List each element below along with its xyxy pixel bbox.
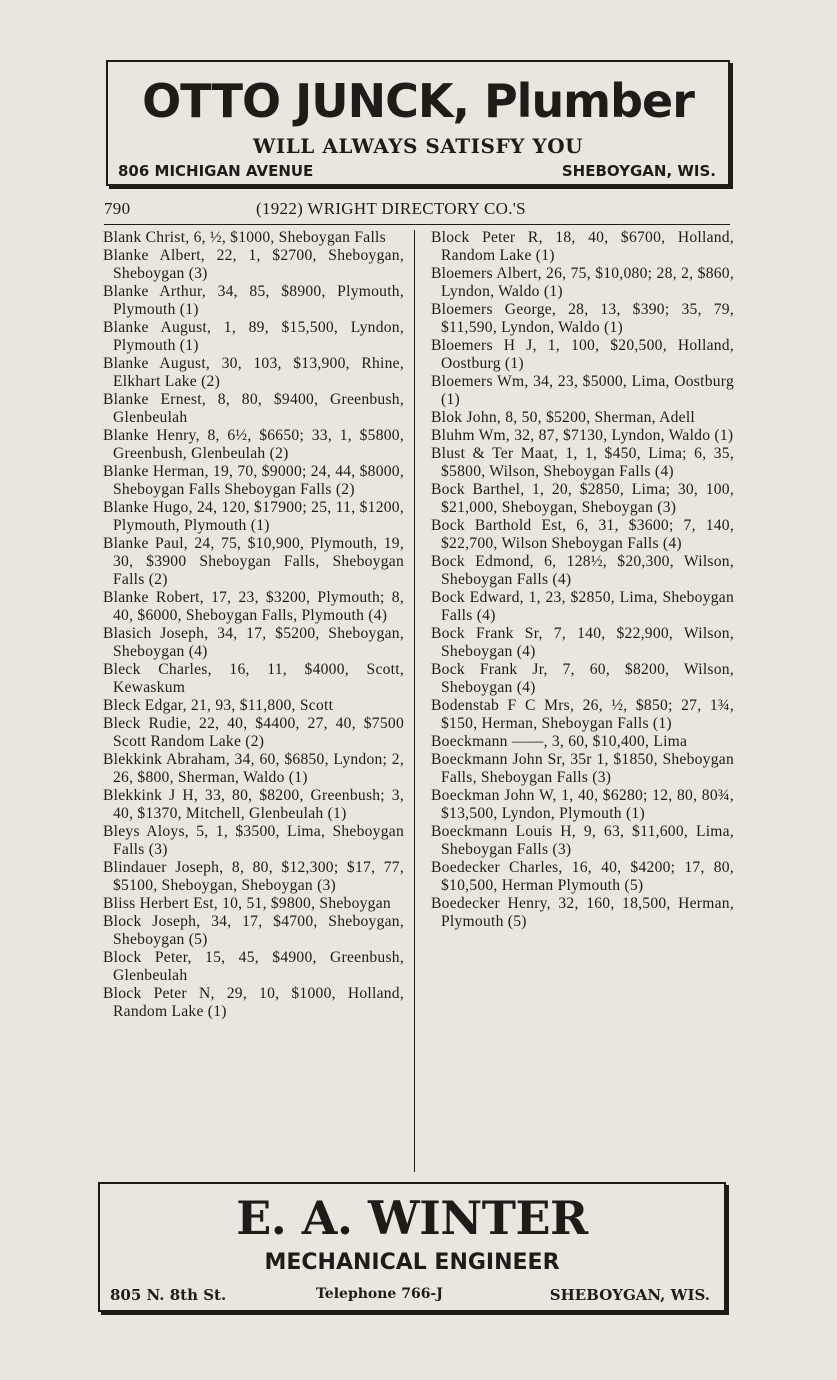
directory-entry: Blank Christ, 6, ½, $1000, Sheboygan Falls xyxy=(103,229,386,246)
directory-entry: Bleck Rudie, 22, 40, $4400, 27, 40, $7500 Scott Random Lake (2) xyxy=(103,715,404,750)
directory-entry: Block Peter N, 29, 10, $1000, Holland, Random Lake (1) xyxy=(103,985,404,1020)
directory-entry: Bock Barthold Est, 6, 31, $3600; 7, 140, $22,700, Wilson Sheboygan Falls (4) xyxy=(431,517,734,552)
directory-entry: Blanke Robert, 17, 23, $3200, Plymouth; 8, 40, $6000, Sheboygan Falls, Plymouth (4) xyxy=(103,589,404,624)
directory-entry: Blanke August, 1, 89, $15,500, Lyndon, Plymouth (1) xyxy=(103,319,404,354)
advertiser-address: 805 N. 8th St. xyxy=(110,1286,227,1304)
directory-entry: Blanke August, 30, 103, $13,900, Rhine, Elkhart Lake (2) xyxy=(103,355,404,390)
directory-entry: Blanke Hugo, 24, 120, $17900; 25, 11, $1200, Plymouth, Plymouth (1) xyxy=(103,499,404,534)
directory-entry: Blanke Albert, 22, 1, $2700, Sheboygan, Sheboygan (3) xyxy=(103,247,404,282)
directory-entry: Bliss Herbert Est, 10, 51, $9800, Sheboygan xyxy=(103,895,391,912)
directory-entry: Blanke Ernest, 8, 80, $9400, Greenbush, Glenbeulah xyxy=(103,391,404,426)
plumber-advertisement xyxy=(106,60,730,186)
directory-entry: Blok John, 8, 50, $5200, Sherman, Adell xyxy=(431,409,696,426)
directory-entry: Blekkink J H, 33, 80, $8200, Greenbush; 3, 40, $1370, Mitchell, Glenbeulah (1) xyxy=(103,787,404,822)
directory-entry: Block Peter R, 18, 40, $6700, Holland, Random Lake (1) xyxy=(431,229,734,264)
advertiser-city: SHEBOYGAN, WIS. xyxy=(549,1286,710,1304)
directory-entry: Blasich Joseph, 34, 17, $5200, Sheboygan, Sheboygan (4) xyxy=(103,625,404,660)
directory-entry: Bloemers Wm, 34, 23, $5000, Lima, Oostburg (1) xyxy=(431,373,734,408)
directory-entry: Bock Edward, 1, 23, $2850, Lima, Sheboygan Falls (4) xyxy=(431,589,734,624)
directory-entry: Bloemers George, 28, 13, $390; 35, 79, $11,590, Lyndon, Waldo (1) xyxy=(431,301,734,336)
directory-entry: Blanke Arthur, 34, 85, $8900, Plymouth, Plymouth (1) xyxy=(103,283,404,318)
page-title: (1922) WRIGHT DIRECTORY CO.'S xyxy=(256,199,526,218)
directory-entry: Boeckmann Louis H, 9, 63, $11,600, Lima, Sheboygan Falls (3) xyxy=(431,823,734,858)
advertiser-address: 806 MICHIGAN AVENUE xyxy=(118,162,314,180)
directory-entry: Boeckmann John Sr, 35r 1, $1850, Sheboygan Falls, Sheboygan Falls (3) xyxy=(431,751,734,786)
directory-entry: Blust & Ter Maat, 1, 1, $450, Lima; 6, 35, $5800, Wilson, Sheboygan Falls (4) xyxy=(431,445,734,480)
advertiser-name: E. A. WINTER xyxy=(236,1191,588,1245)
directory-column-left xyxy=(96,229,404,1021)
directory-entry: Bluhm Wm, 32, 87, $7130, Lyndon, Waldo (1) xyxy=(431,427,734,444)
directory-entry: Blanke Paul, 24, 75, $10,900, Plymouth, 19, 30, $3900 Sheboygan Falls, Sheboygan Falls (2) xyxy=(103,535,404,588)
advertiser-slogan: WILL ALWAYS SATISFY YOU xyxy=(252,134,584,158)
directory-entry: Blekkink Abraham, 34, 60, $6850, Lyndon; 2, 26, $800, Sherman, Waldo (1) xyxy=(103,751,404,786)
directory-entry: Bodenstab F C Mrs, 26, ½, $850; 27, 1¾, $150, Herman, Sheboygan Falls (1) xyxy=(431,697,734,732)
directory-entry: Block Joseph, 34, 17, $4700, Sheboygan, Sheboygan (5) xyxy=(103,913,404,948)
page-number: 790 xyxy=(104,199,131,218)
engineer-advertisement xyxy=(98,1182,726,1312)
column-divider xyxy=(414,230,415,1172)
directory-entry: Bloemers Albert, 26, 75, $10,080; 28, 2, $860, Lyndon, Waldo (1) xyxy=(431,265,734,300)
directory-entry: Blindauer Joseph, 8, 80, $12,300; $17, 77, $5100, Sheboygan, Sheboygan (3) xyxy=(103,859,404,894)
directory-entry: Bock Frank Jr, 7, 60, $8200, Wilson, Sheboygan (4) xyxy=(431,661,734,696)
directory-entry: Blanke Herman, 19, 70, $9000; 24, 44, $8000, Sheboygan Falls Sheboygan Falls (2) xyxy=(103,463,404,498)
directory-entry: Bleck Charles, 16, 11, $4000, Scott, Kewaskum xyxy=(103,661,404,696)
directory-entry: Bock Frank Sr, 7, 140, $22,900, Wilson, Sheboygan (4) xyxy=(431,625,734,660)
directory-entry: Bleys Aloys, 5, 1, $3500, Lima, Sheboygan Falls (3) xyxy=(103,823,404,858)
directory-entry: Block Peter, 15, 45, $4900, Greenbush, Glenbeulah xyxy=(103,949,404,984)
header-rule xyxy=(104,224,730,225)
advertiser-city: SHEBOYGAN, WIS. xyxy=(561,162,716,180)
directory-entry: Bock Edmond, 6, 128½, $20,300, Wilson, Sheboygan Falls (4) xyxy=(431,553,734,588)
directory-entry: Boeckmann ——, 3, 60, $10,400, Lima xyxy=(431,733,688,750)
directory-entry: Blanke Henry, 8, 6½, $6650; 33, 1, $5800, Greenbush, Glenbeulah (2) xyxy=(103,427,404,462)
directory-entry: Boedecker Charles, 16, 40, $4200; 17, 80, $10,500, Herman Plymouth (5) xyxy=(431,859,734,894)
directory-column-right xyxy=(424,229,734,931)
directory-entry: Bock Barthel, 1, 20, $2850, Lima; 30, 100, $21,000, Sheboygan, Sheboygan (3) xyxy=(431,481,734,516)
directory-entry: Boedecker Henry, 32, 160, 18,500, Herman, Plymouth (5) xyxy=(431,895,734,930)
advertiser-telephone: Telephone 766-J xyxy=(316,1286,443,1302)
advertiser-name: OTTO JUNCK, Plumber xyxy=(142,74,694,128)
directory-entry: Bloemers H J, 1, 100, $20,500, Holland, Oostburg (1) xyxy=(431,337,734,372)
advertiser-profession: MECHANICAL ENGINEER xyxy=(264,1250,560,1275)
directory-entry: Bleck Edgar, 21, 93, $11,800, Scott xyxy=(103,697,334,714)
directory-entry: Boeckman John W, 1, 40, $6280; 12, 80, 80¾, $13,500, Lyndon, Plymouth (1) xyxy=(431,787,734,822)
